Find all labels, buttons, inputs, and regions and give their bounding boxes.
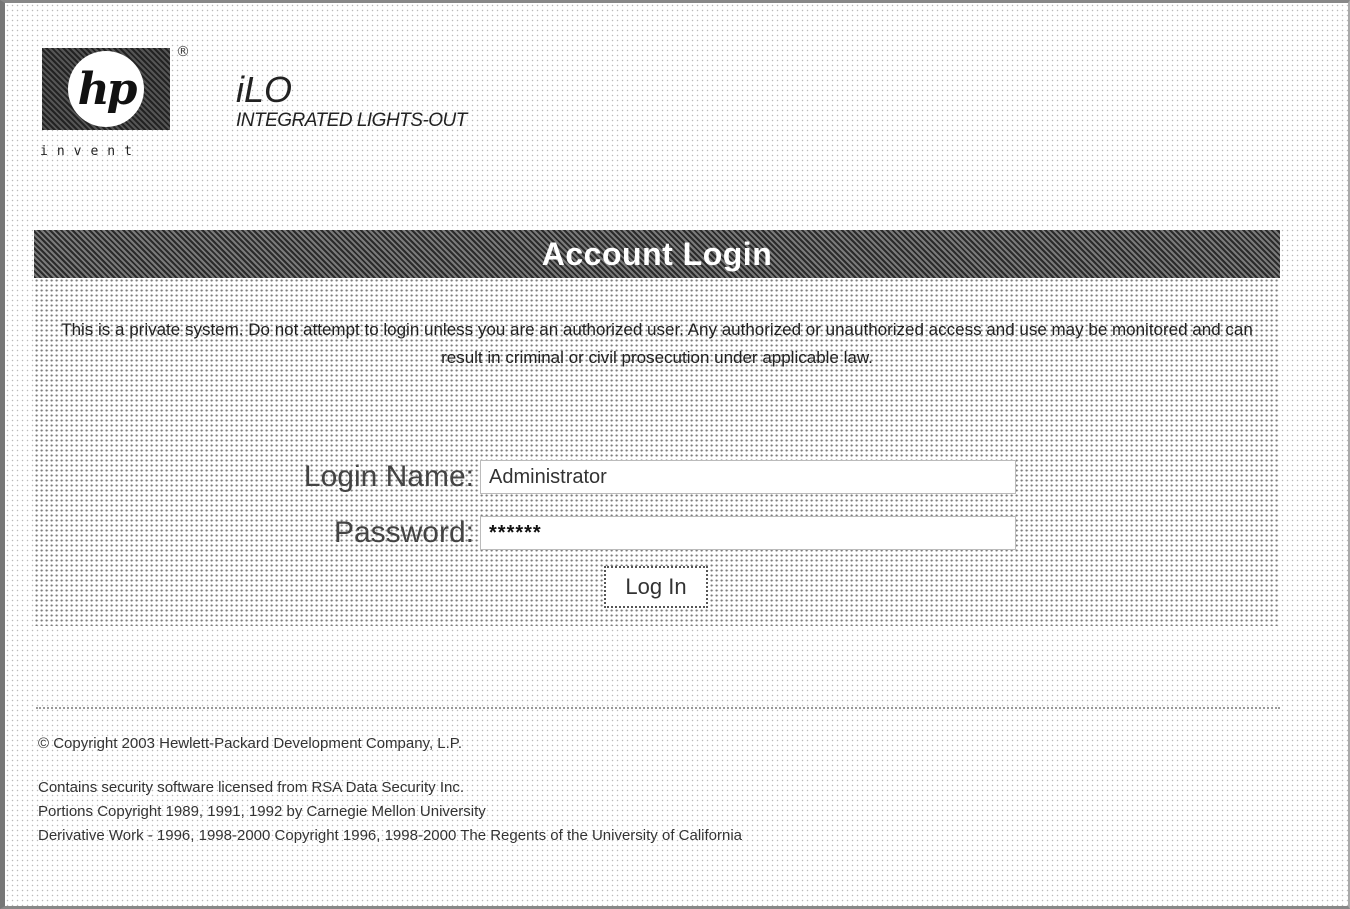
footer — [38, 732, 1278, 848]
credit-line: Contains security software licensed from RSA Data Security Inc. — [38, 779, 465, 796]
credit-line: Derivative Work - 1996, 1998-2000 Copyright 1996, 1998-2000 The Regents of the University of California — [38, 827, 743, 844]
password-input[interactable] — [480, 516, 1016, 550]
footer-divider — [36, 707, 1280, 709]
login-name-input[interactable] — [480, 460, 1016, 494]
login-panel — [34, 230, 1280, 626]
hp-logo — [42, 48, 170, 130]
hp-logo-ring — [68, 51, 144, 127]
copyright-text: © Copyright 2003 Hewlett-Packard Development Company, L.P. — [38, 735, 463, 752]
registered-mark: ® — [176, 44, 190, 60]
header — [40, 44, 940, 164]
hp-logo-text: hp — [77, 63, 135, 115]
credit-line: Portions Copyright 1989, 1991, 1992 by Carnegie Mellon University — [38, 803, 486, 820]
product-title: iLO — [236, 69, 293, 110]
login-body — [34, 278, 1280, 626]
login-banner-title: Account Login — [541, 235, 773, 272]
login-banner — [34, 230, 1280, 278]
hp-tagline: invent — [40, 144, 141, 159]
login-name-row — [34, 458, 1280, 498]
password-row — [34, 514, 1280, 554]
product-subtitle: INTEGRATED LIGHTS-OUT — [236, 110, 467, 131]
hp-logo-block — [40, 44, 190, 162]
security-warning: This is a private system. Do not attempt to login unless you are an authorized user. Any authorized or unauthorized access and use may be monitored and can result in criminal or civil prosecution under applicable law. — [61, 320, 1253, 367]
login-name-label: Login Name: — [303, 460, 474, 493]
login-button[interactable]: Log In — [604, 566, 708, 608]
credits — [38, 776, 1278, 848]
password-label: Password: — [333, 516, 474, 549]
